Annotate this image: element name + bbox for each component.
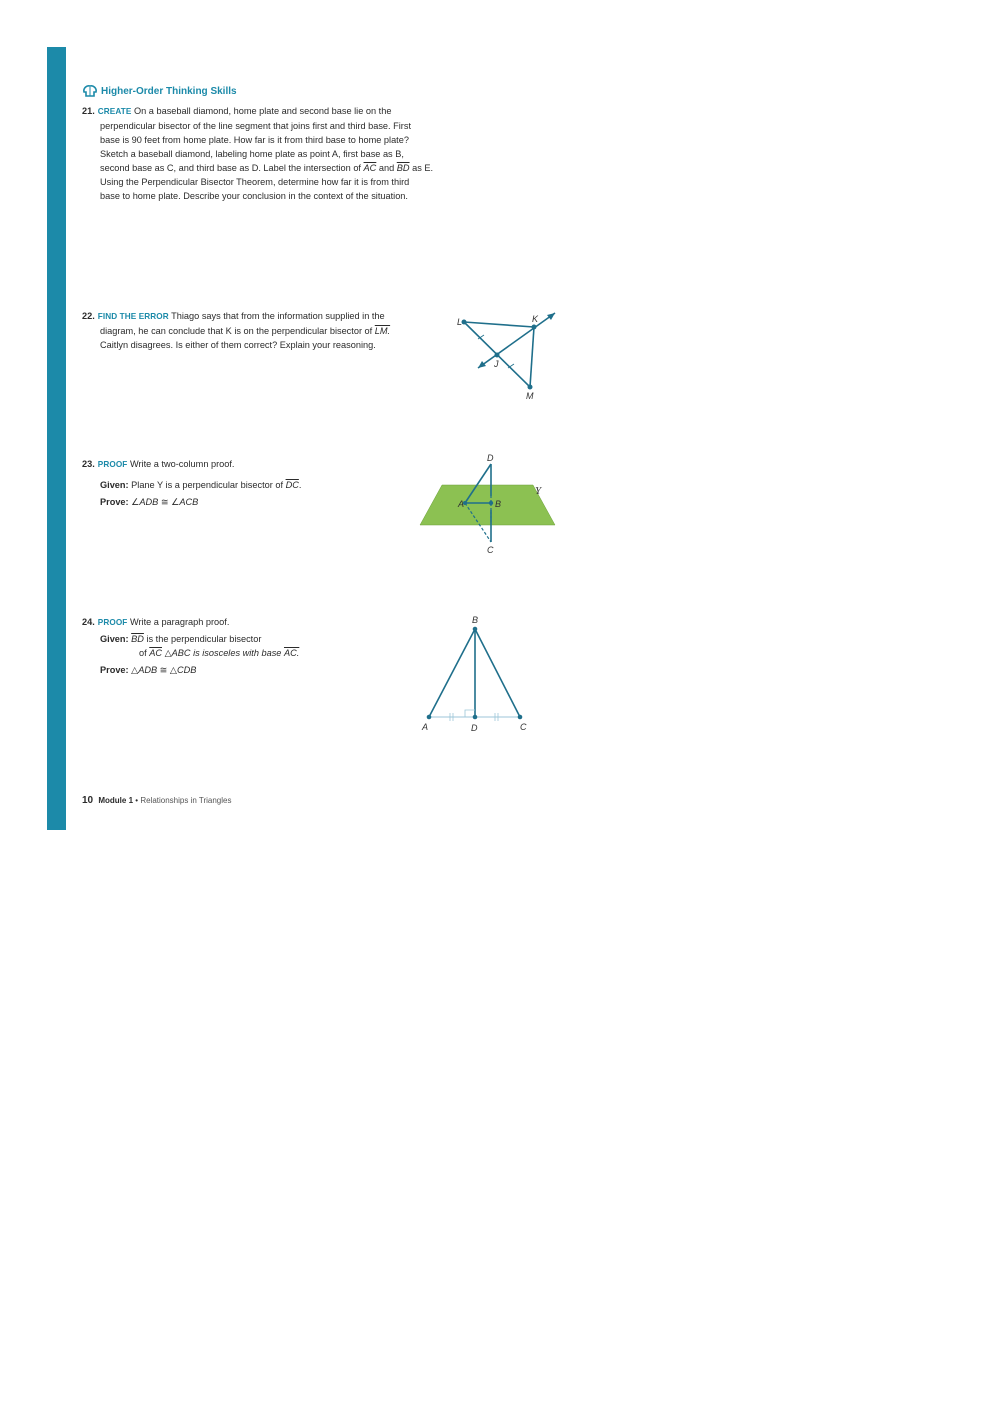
label-c: C [520, 722, 527, 732]
segment-bd: $\overline{BD}$ [131, 634, 144, 644]
segment-ac: $\overline{AC}$ [363, 163, 377, 173]
problem-number: 22. [82, 311, 95, 321]
section-header [82, 84, 237, 98]
problem-23 [82, 457, 301, 509]
given-text: is the perpendicular bisector [146, 634, 262, 644]
label-a: A [422, 722, 429, 732]
given-text: △ABC is isosceles with base [164, 648, 282, 658]
given-label: Given: [100, 634, 129, 644]
problem-24 [82, 615, 299, 677]
problem-text: base to home plate. Describe your conclusion in the context of the situation. [100, 191, 408, 201]
brain-icon [82, 84, 98, 98]
problem-text: base is 90 feet from home plate. How far is it from third base to home plate? [100, 135, 409, 145]
label-k: K [532, 314, 539, 324]
problem-text: and [378, 163, 395, 173]
problem-tag: PROOF [97, 460, 128, 469]
label-c: C [487, 545, 494, 555]
given-end: . [298, 480, 302, 490]
segment-ac: $\overline{AC}$ [149, 648, 162, 658]
label-b: B [472, 615, 479, 625]
problem-text: Sketch a baseball diamond, labeling home plate as point A, first base as B, [100, 149, 404, 159]
problem-text: perpendicular bisector of the line segment that joins first and third base. First [100, 121, 412, 131]
problem-22 [82, 309, 390, 352]
label-l: L [457, 317, 463, 327]
prove-label: Prove: [100, 497, 129, 507]
problem-text: second base as C, and third base as D. Label the intersection of [100, 163, 361, 173]
problem-text: Write a two-column proof. [129, 459, 235, 469]
problem-tag: PROOF [97, 618, 128, 627]
prove-text: △ADB ≅ △CDB [131, 665, 197, 675]
problem-text: Thiago says that from the information supplied in the [171, 311, 385, 321]
given-text: of [139, 648, 147, 658]
figure-24 [415, 612, 535, 737]
problem-number: 23. [82, 459, 95, 469]
given-label: Given: [100, 480, 129, 490]
problem-text: Write a paragraph proof. [129, 617, 230, 627]
prove-label: Prove: [100, 665, 129, 675]
problem-number: 21. [82, 106, 95, 116]
footer-separator: • [135, 796, 139, 805]
module-subtitle: Relationships in Triangles [140, 796, 232, 805]
problem-text: diagram, he can conclude that K is on the perpendicular bisector of [100, 326, 373, 336]
label-b: B [495, 499, 502, 509]
problem-tag: FIND THE ERROR [97, 312, 169, 321]
section-title: Higher-Order Thinking Skills [101, 85, 237, 97]
module-name: Module 1 [98, 796, 134, 805]
problem-number: 24. [82, 617, 95, 627]
page-number: 10 [82, 795, 94, 806]
segment-lm: LM. [374, 326, 391, 336]
figure-22 [440, 305, 570, 405]
label-a: A [458, 499, 465, 509]
label-j: J [494, 359, 499, 369]
problem-text: Caitlyn disagrees. Is either of them correct? Explain your reasoning. [100, 340, 376, 350]
figure-23 [415, 450, 560, 560]
segment-bd: $\overline{BD}$ [396, 163, 410, 173]
label-d: D [471, 723, 478, 733]
problem-text: as E. [412, 163, 434, 173]
problem-tag: CREATE [97, 107, 132, 116]
problem-text: On a baseball diamond, home plate and second base lie on the [134, 106, 392, 116]
label-y: Y [535, 485, 542, 497]
problem-21 [82, 104, 433, 203]
segment-ac: AC. [283, 648, 300, 658]
problem-text: Using the Perpendicular Bisector Theorem, determine how far it is from third [100, 177, 410, 187]
page-footer [82, 795, 231, 806]
label-d: D [487, 453, 494, 463]
label-m: M [526, 391, 534, 401]
prove-text: ∠ADB ≅ ∠ACB [131, 497, 199, 507]
segment-dc: $\overline{DC}$ [285, 480, 299, 490]
side-accent-bar [47, 47, 66, 830]
given-text: Plane Y is a perpendicular bisector of [131, 480, 284, 490]
